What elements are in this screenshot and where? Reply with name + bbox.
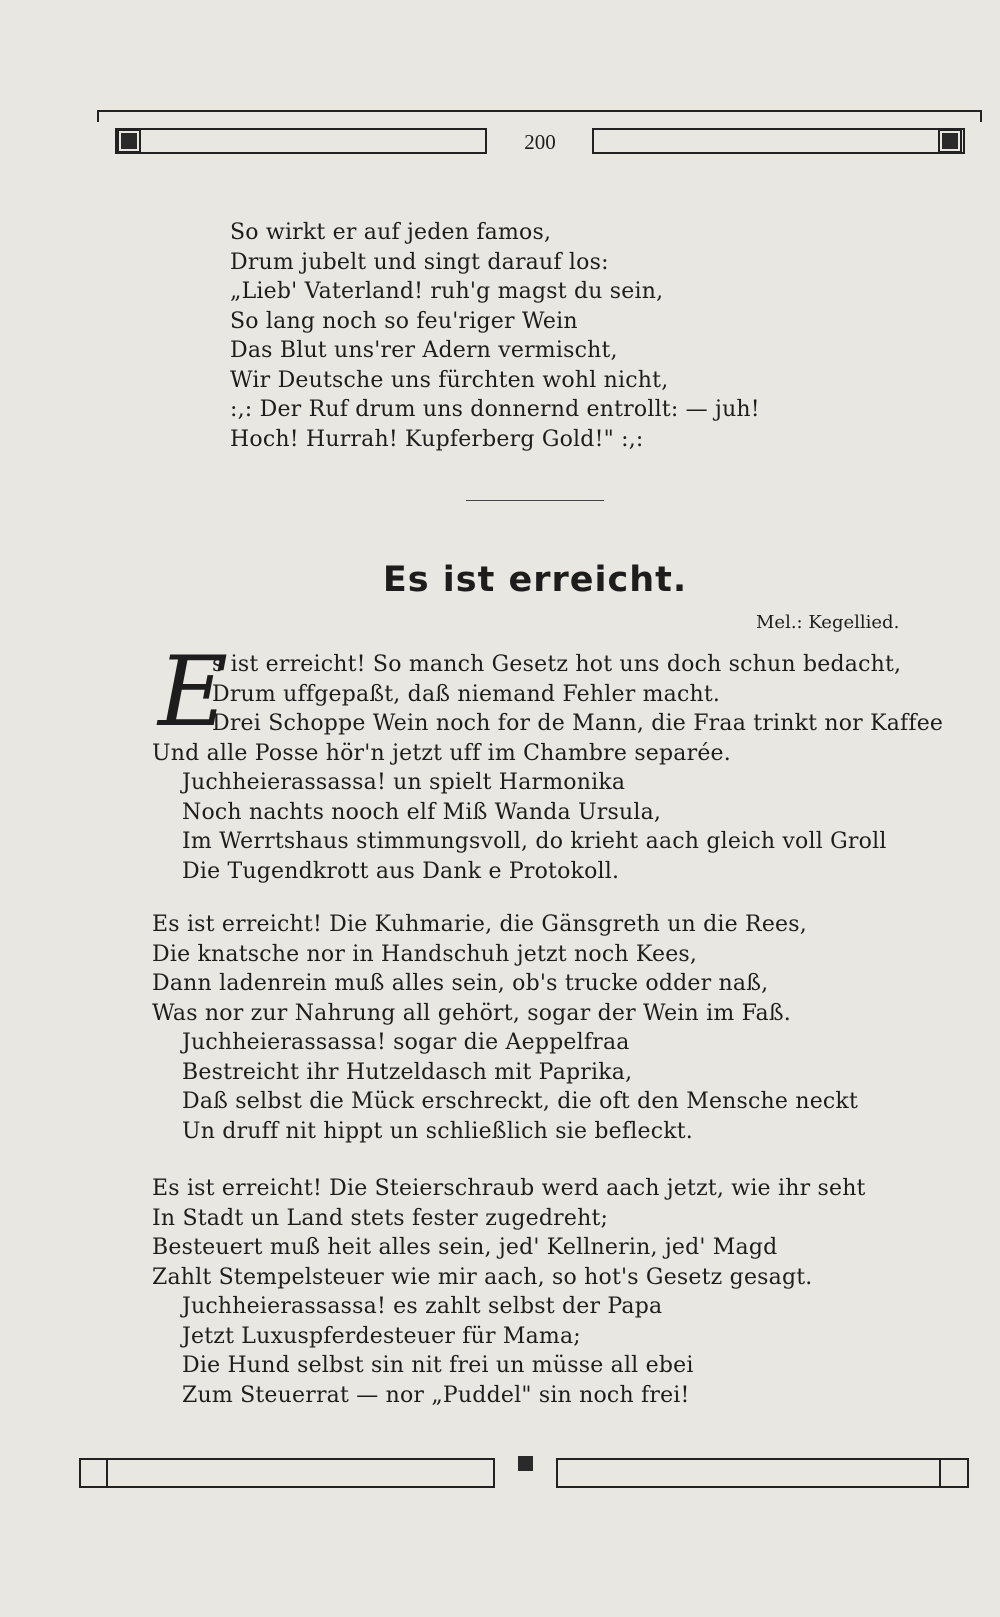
- verse-line: So lang noch so feu'riger Wein: [230, 308, 578, 334]
- ornament-square-icon: [942, 133, 958, 149]
- verse-line: Daß selbst die Mück erschreckt, die oft den Mensche neckt: [182, 1089, 859, 1114]
- verse-line: Zahlt Stempelsteuer wie mir aach, so hot's Gesetz gesagt.: [152, 1264, 813, 1290]
- header-ornament-left: [115, 128, 487, 154]
- verse-line: Jetzt Luxuspferdesteuer für Mama;: [182, 1323, 581, 1349]
- ornament-square-icon: [121, 133, 137, 149]
- verse-line: Juchheierassassa! es zahlt selbst der Papa: [182, 1294, 663, 1319]
- verse-line: Die knatsche nor in Handschuh jetzt noch Kees,: [152, 941, 698, 967]
- verse-line: Dann ladenrein muß alles sein, ob's trucke odder naß,: [152, 971, 769, 996]
- verse-line: Und alle Posse hör'n jetzt uff im Chambre separée.: [152, 740, 731, 766]
- verse-line: Hoch! Hurrah! Kupferberg Gold!" :,:: [230, 426, 644, 452]
- verse-line: „Lieb' Vaterland! ruh'g magst du sein,: [230, 279, 664, 304]
- verse-line: Es ist erreicht! Die Steierschraub werd aach jetzt, wie ihr seht: [152, 1176, 866, 1201]
- verse-line: Wir Deutsche uns fürchten wohl nicht,: [230, 367, 669, 393]
- verse-line: In Stadt un Land stets fester zugedreht;: [152, 1205, 609, 1231]
- verse-line: Zum Steuerrat — nor „Puddel" sin noch frei!: [182, 1382, 690, 1408]
- verse-line: Es ist erreicht! Die Kuhmarie, die Gänsgreth un die Rees,: [152, 912, 807, 937]
- stanza-1: [212, 650, 943, 739]
- melody-note: Mel.: Kegellied.: [756, 612, 900, 633]
- header-ornament-right: [592, 128, 965, 154]
- verse-line: Im Werrtshaus stimmungsvoll, do krieht aach gleich voll Groll: [182, 829, 887, 854]
- section-divider: [466, 500, 604, 501]
- verse-line: s ist erreicht! So manch Gesetz hot uns doch schun bedacht,: [212, 652, 902, 677]
- verse-line: Drum jubelt und singt darauf los:: [230, 249, 609, 275]
- verse-line: Juchheierassassa! sogar die Aeppelfraa: [182, 1030, 630, 1055]
- ornament-square-icon: [518, 1456, 533, 1471]
- verse-line: :,: Der Ruf drum uns donnernd entrollt: — juh!: [230, 397, 760, 422]
- stanza-2: [152, 910, 858, 1146]
- verse-line: Juchheierassassa! un spielt Harmonika: [182, 770, 626, 795]
- stanza-3: [152, 1174, 866, 1410]
- verse-line: Die Hund selbst sin nit frei un müsse all ebei: [182, 1353, 694, 1378]
- verse-line: Bestreicht ihr Hutzeldasch mit Paprika,: [182, 1059, 633, 1085]
- stanza-previous-song: [230, 218, 760, 454]
- stanza-1-cont: [152, 739, 887, 887]
- song-title: Es ist erreicht.: [382, 560, 688, 600]
- verse-line: Was nor zur Nahrung all gehört, sogar der Wein im Faß.: [152, 1000, 791, 1026]
- verse-line: Besteuert muß heit alles sein, jed' Kellnerin, jed' Magd: [152, 1235, 778, 1260]
- verse-line: Das Blut uns'rer Adern vermischt,: [230, 338, 618, 363]
- verse-line: Noch nachts nooch elf Miß Wanda Ursula,: [182, 799, 662, 825]
- verse-line: So wirkt er auf jeden famos,: [230, 220, 552, 245]
- verse-line: Die Tugendkrott aus Dank e Protokoll.: [182, 858, 620, 884]
- footer-ornament-left-inner: [106, 1458, 495, 1488]
- page-number: 200: [524, 130, 556, 154]
- footer-ornament-right-inner: [556, 1458, 941, 1488]
- verse-line: Drum uffgepaßt, daß niemand Fehler macht.: [212, 681, 721, 707]
- verse-line: Drei Schoppe Wein noch for de Mann, die Fraa trinkt nor Kaffee: [212, 711, 944, 736]
- drop-cap: E: [158, 636, 229, 748]
- header-ornament-frame: [97, 110, 982, 122]
- verse-line: Un druff nit hippt un schließlich sie befleckt.: [182, 1118, 693, 1144]
